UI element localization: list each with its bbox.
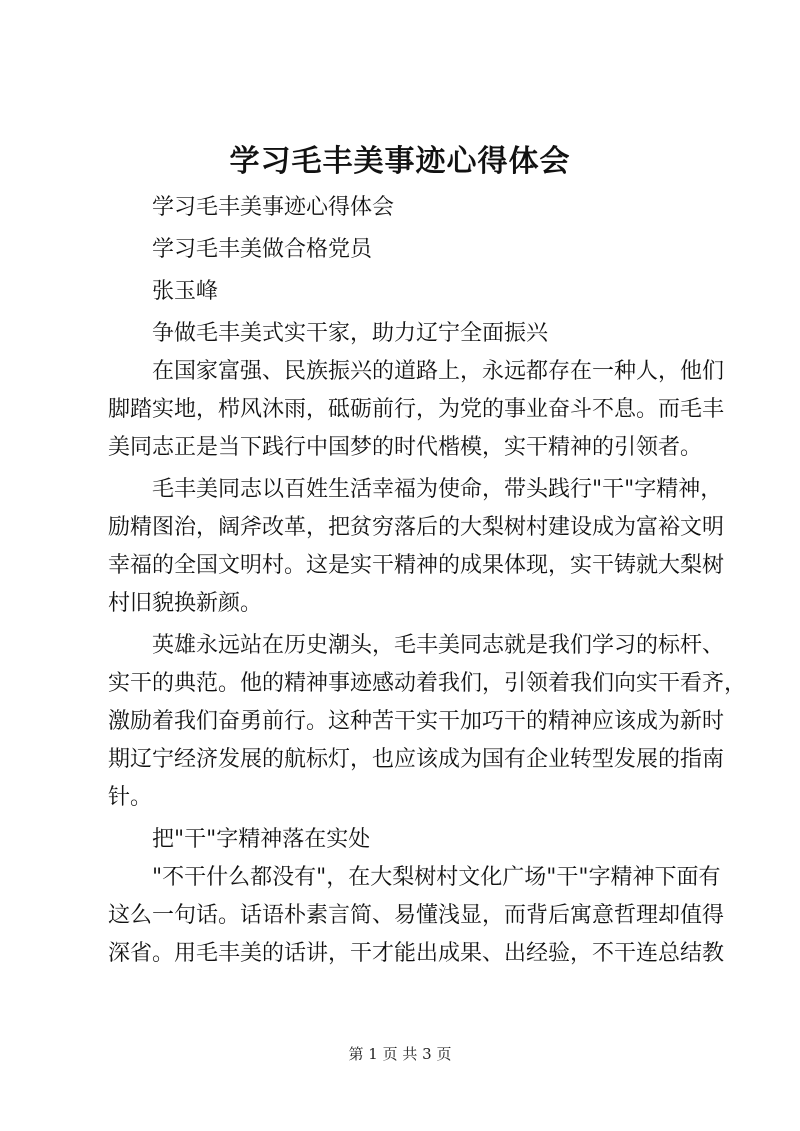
paragraph-line: 深省。用毛丰美的话讲，干才能出成果、出经验，不干连总结教 bbox=[108, 941, 725, 966]
section-heading: 争做毛丰美式实干家，助力辽宁全面振兴 bbox=[152, 321, 549, 346]
paragraph-line: 毛丰美同志以百姓生活幸福为使命，带头践行"干"字精神， bbox=[152, 477, 723, 502]
author-line: 张玉峰 bbox=[152, 279, 219, 304]
paragraph-line: 励精图治，阔斧改革，把贫穷落后的大梨树村建设成为富裕文明 bbox=[108, 515, 725, 540]
paragraph-line: 美同志正是当下践行中国梦的时代楷模，实干精神的引领者。 bbox=[108, 435, 703, 460]
document-title: 学习毛丰美事迹心得体会 bbox=[229, 144, 571, 179]
paragraph-line: 英雄永远站在历史潮头，毛丰美同志就是我们学习的标杆、 bbox=[152, 633, 725, 658]
document-body bbox=[108, 189, 747, 973]
subtitle-line: 学习毛丰美事迹心得体会 bbox=[152, 195, 395, 220]
paragraph-line: 幸福的全国文明村。这是实干精神的成果体现，实干铸就大梨树 bbox=[108, 553, 725, 578]
paragraph-line: 脚踏实地，栉风沐雨，砥砺前行，为党的事业奋斗不息。而毛丰 bbox=[108, 397, 725, 422]
paragraph-line: 实干的典范。他的精神事迹感动着我们，引领着我们向实干看齐， bbox=[108, 671, 747, 696]
page-number-footer: 第 1 页 共 3 页 bbox=[348, 1045, 452, 1063]
paragraph-line: 激励着我们奋勇前行。这种苦干实干加巧干的精神应该成为新时 bbox=[108, 709, 725, 734]
paragraph-line: "不干什么都没有"，在大梨树村文化广场"干"字精神下面有 bbox=[152, 865, 721, 890]
paragraph-line: 在国家富强、民族振兴的道路上，永远都存在一种人，他们 bbox=[152, 359, 725, 384]
heading-line: 学习毛丰美做合格党员 bbox=[152, 237, 373, 262]
section-heading: 把"干"字精神落在实处 bbox=[152, 827, 371, 852]
paragraph-line: 村旧貌换新颜。 bbox=[108, 591, 263, 616]
paragraph-line: 针。 bbox=[108, 785, 153, 810]
paragraph-line: 期辽宁经济发展的航标灯，也应该成为国有企业转型发展的指南 bbox=[108, 747, 725, 772]
paragraph-line: 这么一句话。话语朴素言简、易懂浅显，而背后寓意哲理却值得 bbox=[108, 903, 725, 928]
